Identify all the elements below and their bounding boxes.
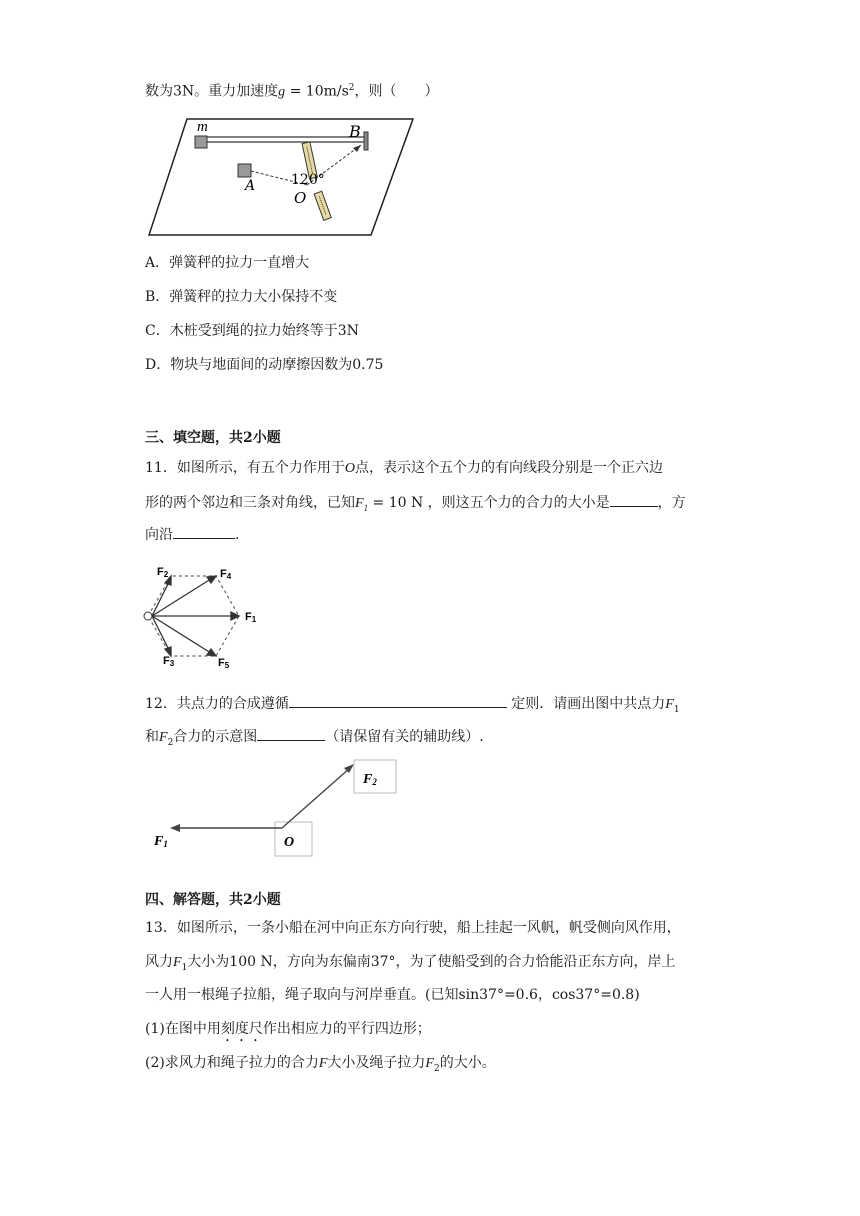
q10-option-b: B．弹簧秤的拉力大小保持不变 [145, 289, 338, 305]
q13-line-1: 13．如图所示，一条小船在河中向正东方向行驶，船上挂起一风帆，帆受侧向风作用， [145, 920, 681, 936]
q10-option-a: A．弹簧秤的拉力一直增大 [145, 255, 310, 271]
label-O: O [294, 189, 307, 207]
q11-answer-blank-2[interactable] [173, 524, 235, 539]
label-F2: F2 [363, 772, 377, 787]
block-A [238, 164, 251, 177]
q11-line-2: 形的两个邻边和三条对角线，已知$F_1 = 10$ N ，则这五个力的合力的大小是 ，方 [145, 492, 686, 518]
spring-scale-lower [314, 191, 331, 220]
q12-answer-blank-1[interactable] [289, 693, 507, 708]
q10-option-d: D．物块与地面间的动摩擦因数为0.75 [145, 357, 384, 373]
label-F3: F3 [163, 655, 175, 668]
q12-force-figure [150, 758, 400, 858]
q12-line-2: 和$F_2$合力的示意图 （请保留有关的辅助线）. [145, 726, 484, 753]
ground-plane [149, 119, 413, 235]
q11-line-3: 向沿 . [145, 524, 239, 545]
label-A: A [245, 178, 256, 194]
label-F1: F1 [154, 834, 168, 849]
section-4-title: 四、解答题，共2小题 [145, 892, 281, 908]
label-B: B [349, 122, 361, 141]
q10-intro-line: 数为3N。重力加速度$g = 10m/s^2$，则（ ） [145, 83, 439, 100]
label-F5: F5 [218, 657, 230, 670]
g-variable: g [278, 84, 286, 100]
q12-line-1: 12．共点力的合成遵循 定则．请画出图中共点力$F_1$ [145, 693, 680, 720]
label-F2: F2 [157, 566, 169, 579]
point-O [144, 612, 152, 620]
q13-line-2: 风力$F_1$大小为100 N，方向为东偏南37°，为了使船受到的合力恰能沿正东方向，岸上 [145, 954, 676, 973]
q13-line-4: (1)在图中用刻度尺作出相应力的平行四边形； [145, 1021, 431, 1037]
q13-line-5: (2)求风力和绳子拉力的合力F大小及绳子拉力$F_2$的大小。 [145, 1055, 496, 1074]
q13-line-3: 一人用一根绳子拉船，绳子取向与河岸垂直。(已知sin37°=0.6，cos37°=0.8) [145, 987, 640, 1003]
q11-line-1: 11．如图所示，有五个力作用于O点，表示这个五个力的有向线段分别是一个正六边 [145, 460, 663, 476]
section-3-title: 三、填空题，共2小题 [145, 430, 281, 446]
label-F4: F4 [220, 568, 232, 581]
label-m: m [197, 119, 208, 135]
stake-B [364, 132, 368, 150]
block-m [195, 136, 207, 148]
q10-figure [145, 115, 415, 240]
label-angle: 120° [291, 172, 325, 188]
q11-hexagon-figure [143, 563, 263, 668]
q12-answer-blank-2[interactable] [257, 726, 325, 741]
label-O: O [284, 835, 295, 850]
label-F1: F1 [245, 611, 257, 624]
q11-answer-blank-1[interactable] [610, 492, 658, 507]
vector-F2 [282, 768, 350, 828]
q10-option-c: C．木桩受到绳的拉力始终等于3N [145, 323, 359, 339]
